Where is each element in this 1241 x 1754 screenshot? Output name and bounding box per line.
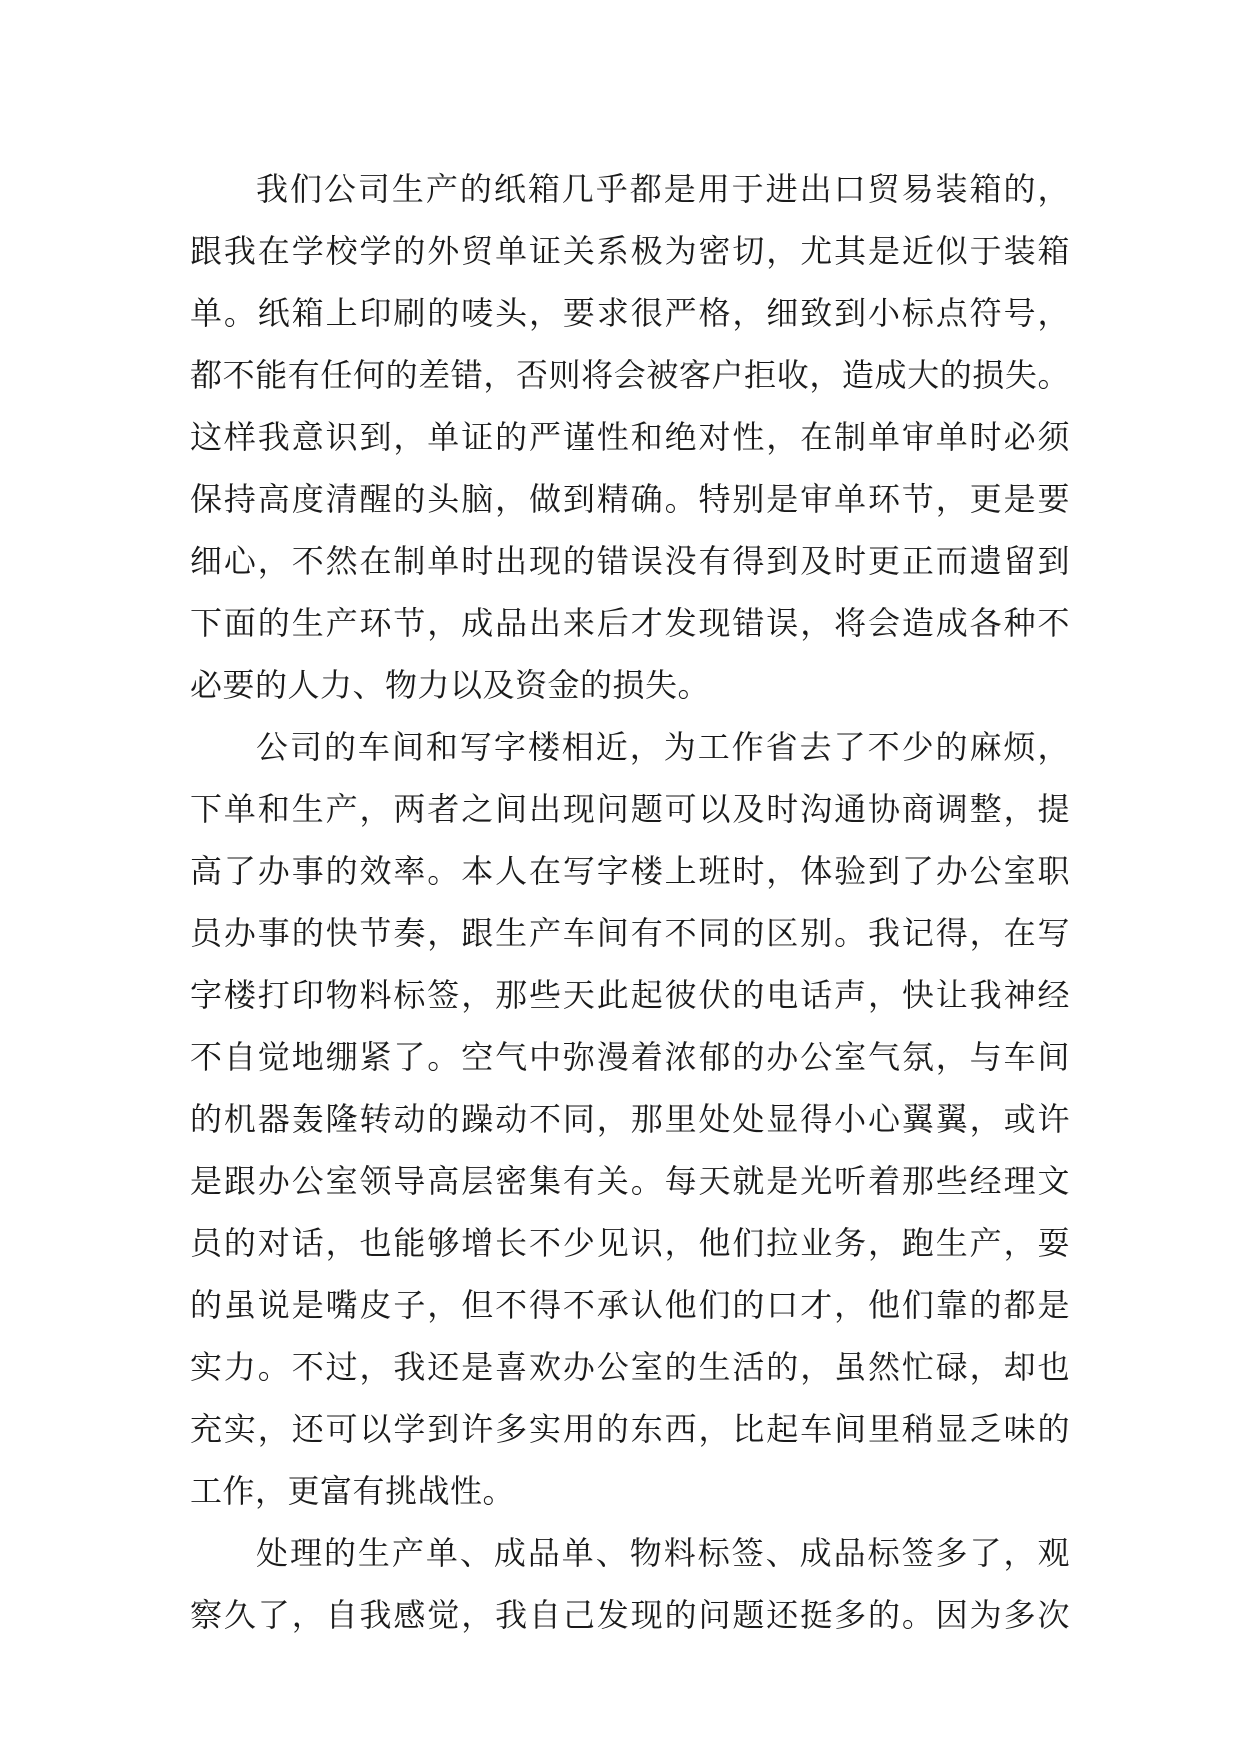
text-line: 的机器轰隆转动的躁动不同，那里处处显得小心翼翼，或许 [190, 1100, 1070, 1138]
text-line: 的虽说是嘴皮子，但不得不承认他们的口才，他们靠的都是 [190, 1286, 1070, 1324]
text-line: 实力。不过，我还是喜欢办公室的生活的，虽然忙碌，却也 [190, 1348, 1070, 1386]
text-line: 下面的生产环节，成品出来后才发现错误，将会造成各种不 [190, 604, 1070, 642]
text-line: 工作，更富有挑战性。 [190, 1472, 516, 1510]
paragraph-3 [190, 1522, 1070, 1646]
text-line: 处理的生产单、成品单、物料标签、成品标签多了，观 [256, 1534, 1070, 1572]
text-line: 单。纸箱上印刷的唛头，要求很严格，细致到小标点符号， [190, 294, 1070, 332]
text-line: 跟我在学校学的外贸单证关系极为密切，尤其是近似于装箱 [190, 232, 1070, 270]
text-line: 必要的人力、物力以及资金的损失。 [190, 666, 711, 704]
text-line: 下单和生产，两者之间出现问题可以及时沟通协商调整，提 [190, 790, 1070, 828]
text-line: 都不能有任何的差错，否则将会被客户拒收，造成大的损失。 [190, 356, 1070, 394]
text-line: 员办事的快节奏，跟生产车间有不同的区别。我记得，在写 [190, 914, 1070, 952]
text-line: 高了办事的效率。本人在写字楼上班时，体验到了办公室职 [190, 852, 1070, 890]
text-line: 这样我意识到，单证的严谨性和绝对性，在制单审单时必须 [190, 418, 1070, 456]
text-line: 是跟办公室领导高层密集有关。每天就是光听着那些经理文 [190, 1162, 1070, 1200]
text-line: 不自觉地绷紧了。空气中弥漫着浓郁的办公室气氛，与车间 [190, 1038, 1070, 1076]
text-line: 字楼打印物料标签，那些天此起彼伏的电话声，快让我神经 [190, 976, 1070, 1014]
document-body [190, 158, 1070, 1646]
text-line: 细心，不然在制单时出现的错误没有得到及时更正而遗留到 [190, 542, 1070, 580]
text-line: 公司的车间和写字楼相近，为工作省去了不少的麻烦， [256, 728, 1070, 766]
paragraph-1 [190, 158, 1070, 716]
text-line: 充实，还可以学到许多实用的东西，比起车间里稍显乏味的 [190, 1410, 1070, 1448]
text-line: 察久了，自我感觉，我自己发现的问题还挺多的。因为多次 [190, 1596, 1070, 1634]
text-line: 员的对话，也能够增长不少见识，他们拉业务，跑生产，耍 [190, 1224, 1070, 1262]
text-line: 我们公司生产的纸箱几乎都是用于进出口贸易装箱的， [256, 170, 1070, 208]
paragraph-2 [190, 716, 1070, 1522]
text-line: 保持高度清醒的头脑，做到精确。特别是审单环节，更是要 [190, 480, 1070, 518]
